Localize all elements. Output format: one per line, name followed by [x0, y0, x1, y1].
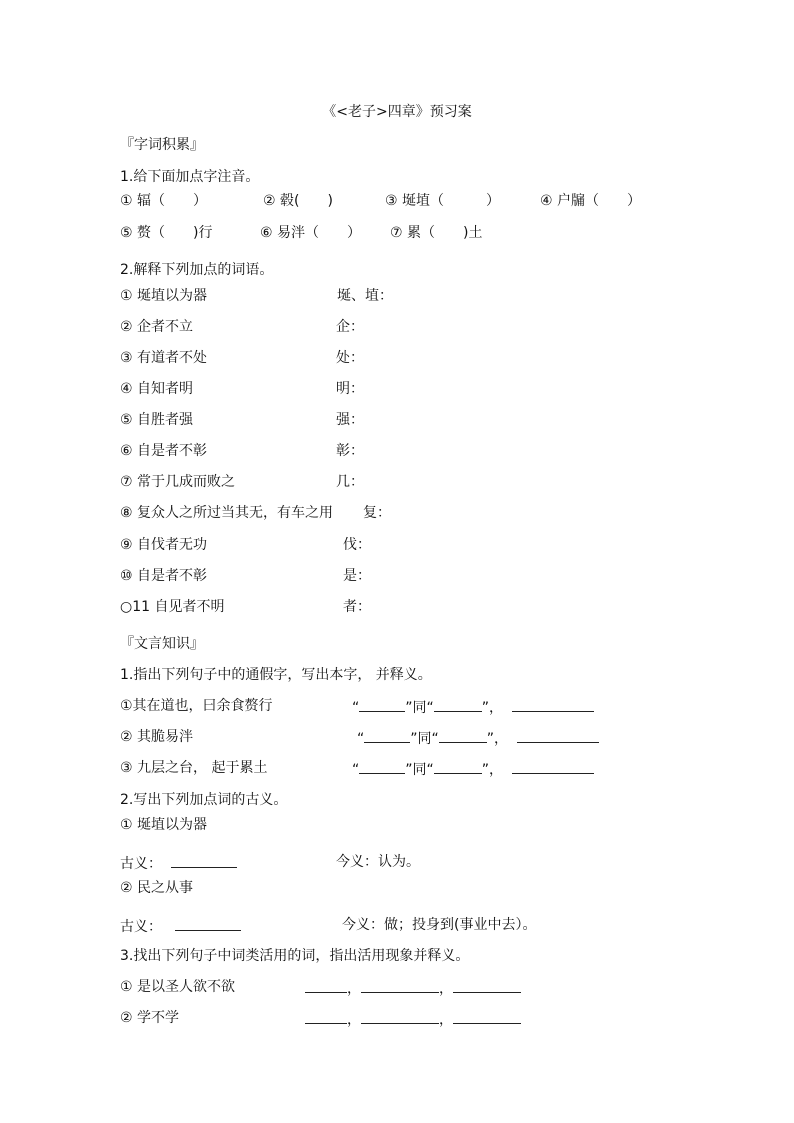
page-title: 《<老子>四章》预习案 [322, 104, 472, 120]
old-meaning-row: 古义： [120, 916, 241, 936]
blank-line[interactable] [453, 1009, 521, 1024]
gloss-label: 伐： [343, 537, 371, 553]
blank-line[interactable] [305, 1009, 347, 1024]
gloss-label: 是： [343, 568, 371, 584]
blank-line[interactable] [434, 697, 482, 712]
phrase-item: ⑩ 自是者不彰 [120, 568, 208, 584]
answer-blanks: ， ， [305, 978, 521, 998]
answer-blanks: ， ， [305, 1009, 521, 1029]
pinyin-item: ② 毂( ) [263, 193, 333, 209]
phrase-item: ⑧ 复众人之所过当其无，有车之用 [120, 505, 334, 521]
pinyin-item: ⑥ 易泮（ ） [260, 225, 362, 241]
gloss-label: 复： [363, 505, 391, 521]
phrase-item: ② 民之从事 [120, 880, 194, 896]
blank-line[interactable] [175, 916, 241, 931]
phrase-item: ① 埏埴以为器 [120, 288, 208, 304]
phrase-item: ⑥ 自是者不彰 [120, 443, 208, 459]
question-2-prompt: 2.写出下列加点词的古义。 [120, 792, 288, 808]
pinyin-item: ③ 埏埴（ ） [385, 193, 501, 209]
pinyin-item: ① 辐（ ） [120, 193, 208, 209]
gloss-label: 埏、埴： [337, 288, 393, 304]
sentence-item: ①其在道也，曰余食赘行 [120, 698, 273, 714]
section-heading-classical-knowledge: 『文言知识』 [120, 636, 204, 652]
pinyin-item: ⑤ 赘（ )行 [120, 225, 213, 241]
modern-meaning: 今义：认为。 [336, 854, 420, 870]
blank-line[interactable] [439, 728, 487, 743]
phrase-item: ④ 自知者明 [120, 381, 194, 397]
blank-line[interactable] [361, 978, 439, 993]
blank-line[interactable] [305, 978, 347, 993]
phrase-item: ⑤ 自胜者强 [120, 412, 194, 428]
phrase-item: ③ 有道者不处 [120, 350, 208, 366]
gloss-label: 明： [336, 381, 364, 397]
sentence-item: ② 其脆易泮 [120, 729, 194, 745]
gloss-label: 处： [336, 350, 364, 366]
old-meaning-row: 古义： [120, 853, 237, 873]
question-1-prompt: 1.给下面加点字注音。 [120, 169, 260, 185]
sentence-item: ② 学不学 [120, 1010, 180, 1026]
answer-blanks: “ ”同“ ”， [357, 728, 599, 748]
phrase-item: ② 企者不立 [120, 319, 194, 335]
phrase-item: ① 埏埴以为器 [120, 817, 208, 833]
blank-line[interactable] [171, 853, 237, 868]
gloss-label: 几： [336, 474, 364, 490]
blank-line[interactable] [359, 697, 405, 712]
gloss-label: 强： [336, 412, 364, 428]
blank-line[interactable] [512, 759, 594, 774]
phrase-item: ⑦ 常于几成而败之 [120, 474, 236, 490]
section-heading-vocabulary: 『字词积累』 [120, 137, 204, 153]
blank-line[interactable] [453, 978, 521, 993]
phrase-item: ⑨ 自伐者无功 [120, 537, 208, 553]
blank-line[interactable] [361, 1009, 439, 1024]
question-2-prompt: 2.解释下列加点的词语。 [120, 262, 274, 278]
sentence-item: ③ 九层之台， 起于累土 [120, 760, 268, 776]
answer-blanks: “ ”同“ ”， [352, 697, 594, 717]
phrase-item: ○11 自见者不明 [120, 599, 225, 615]
sentence-item: ① 是以圣人欲不欲 [120, 979, 236, 995]
blank-line[interactable] [517, 728, 599, 743]
question-1-prompt: 1.指出下列句子中的通假字，写出本字， 并释义。 [120, 667, 432, 683]
modern-meaning: 今义：做；投身到(事业中去）。 [342, 917, 537, 933]
gloss-label: 企： [336, 319, 364, 335]
blank-line[interactable] [364, 728, 410, 743]
gloss-label: 者： [343, 599, 371, 615]
blank-line[interactable] [512, 697, 594, 712]
blank-line[interactable] [359, 759, 405, 774]
blank-line[interactable] [434, 759, 482, 774]
answer-blanks: “ ”同“ ”， [352, 759, 594, 779]
gloss-label: 彰： [336, 443, 364, 459]
question-3-prompt: 3.找出下列句子中词类活用的词，指出活用现象并释义。 [120, 948, 470, 964]
pinyin-item: ⑦ 累（ )土 [390, 225, 483, 241]
pinyin-item: ④ 户牖（ ） [540, 193, 642, 209]
